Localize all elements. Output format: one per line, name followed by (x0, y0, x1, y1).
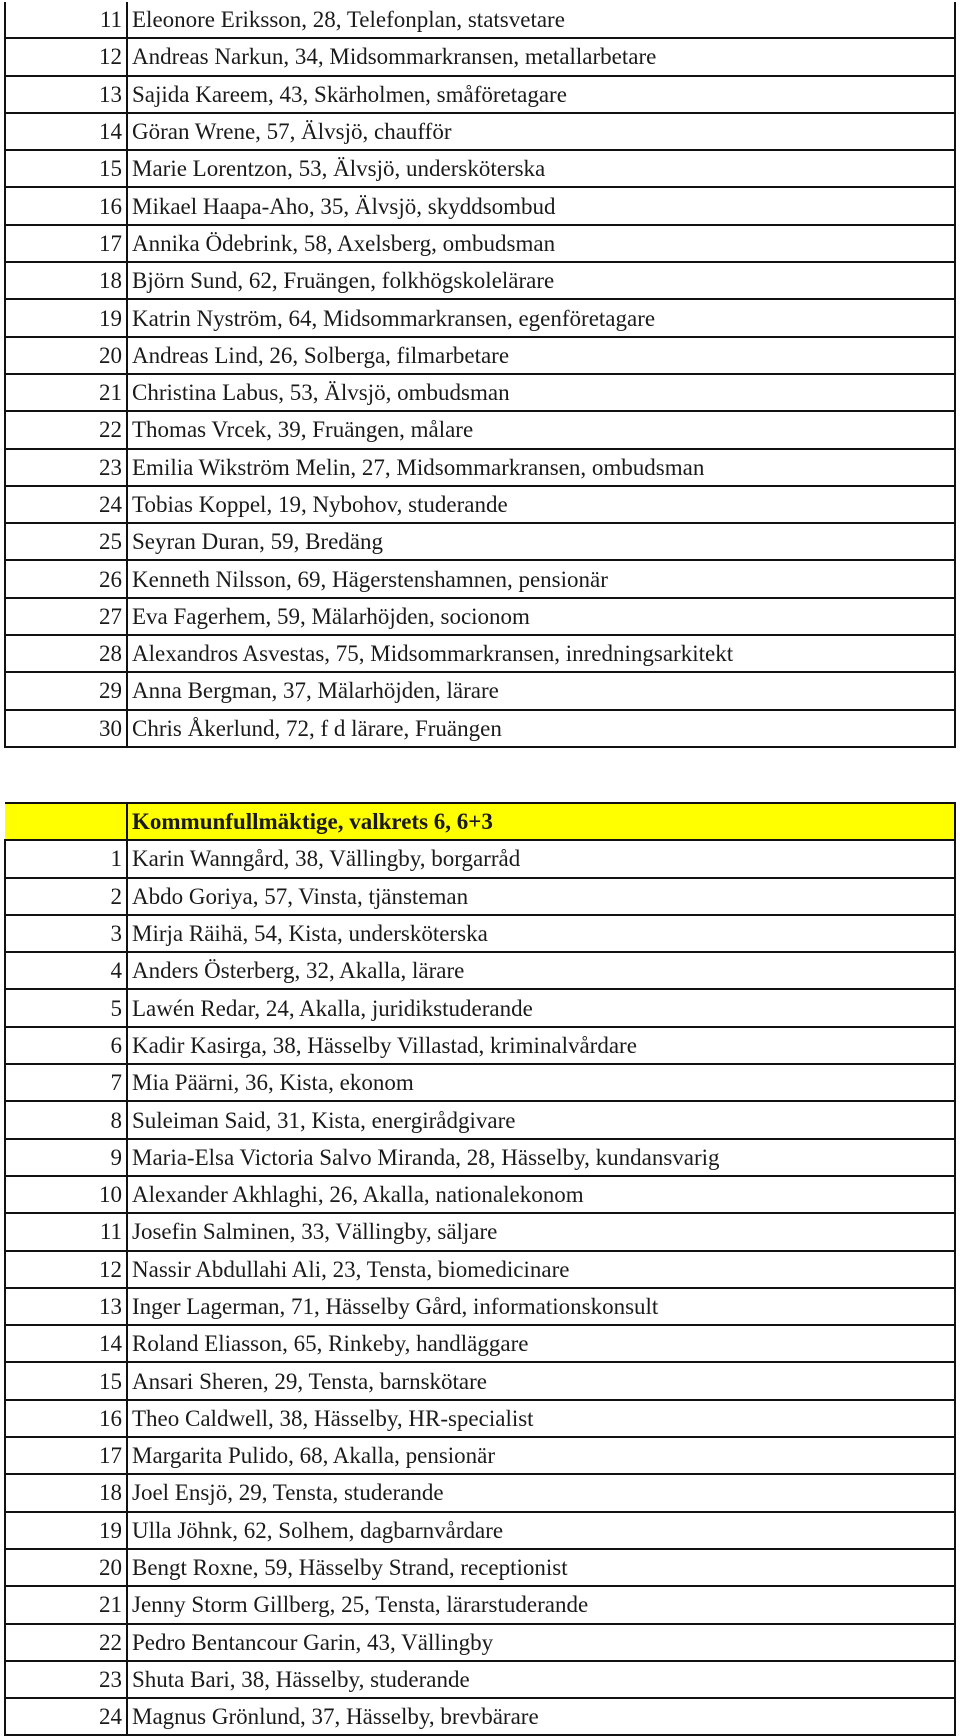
row-number: 6 (5, 1027, 127, 1064)
table-row (5, 76, 955, 113)
table-row (5, 1027, 955, 1064)
candidate-entry: Nassir Abdullahi Ali, 23, Tensta, biomedicinare (127, 1251, 955, 1288)
table-row (5, 672, 955, 709)
table-row (5, 1512, 955, 1549)
row-number: 18 (5, 1474, 127, 1511)
table-row (5, 337, 955, 374)
candidate-entry: Emilia Wikström Melin, 27, Midsommarkransen, ombudsman (127, 449, 955, 486)
row-number: 13 (5, 76, 127, 113)
row-number: 30 (5, 710, 127, 747)
candidate-entry: Andreas Lind, 26, Solberga, filmarbetare (127, 337, 955, 374)
table-row (5, 374, 955, 411)
candidate-entry: Margarita Pulido, 68, Akalla, pensionär (127, 1437, 955, 1474)
row-number: 26 (5, 560, 127, 597)
candidate-entry: Anna Bergman, 37, Mälarhöjden, lärare (127, 672, 955, 709)
row-number: 21 (5, 1586, 127, 1623)
table-row (5, 1624, 955, 1661)
table-row (5, 187, 955, 224)
table-row (5, 1698, 955, 1735)
row-number: 12 (5, 38, 127, 75)
candidate-entry: Abdo Goriya, 57, Vinsta, tjänsteman (127, 878, 955, 915)
candidate-entry: Lawén Redar, 24, Akalla, juridikstuderande (127, 989, 955, 1026)
row-number: 14 (5, 113, 127, 150)
candidate-entry: Inger Lagerman, 71, Hässelby Gård, informationskonsult (127, 1288, 955, 1325)
table-row (5, 1139, 955, 1176)
candidate-entry: Ulla Jöhnk, 62, Solhem, dagbarnvårdare (127, 1512, 955, 1549)
candidate-entry: Seyran Duran, 59, Bredäng (127, 523, 955, 560)
table-row (5, 598, 955, 635)
row-number: 22 (5, 411, 127, 448)
row-number: 23 (5, 1661, 127, 1698)
row-number: 8 (5, 1101, 127, 1138)
table-row (5, 1325, 955, 1362)
table-row (5, 1661, 955, 1698)
candidate-entry: Marie Lorentzon, 53, Älvsjö, undersköterska (127, 150, 955, 187)
candidate-entry: Roland Eliasson, 65, Rinkeby, handläggare (127, 1325, 955, 1362)
candidate-entry: Karin Wanngård, 38, Vällingby, borgarråd (127, 840, 955, 877)
table-row (5, 915, 955, 952)
row-number: 19 (5, 299, 127, 336)
section-gap (0, 732, 960, 802)
row-number: 27 (5, 598, 127, 635)
candidate-entry: Eleonore Eriksson, 28, Telefonplan, statsvetare (127, 2, 955, 38)
table-row (5, 1586, 955, 1623)
table-row (5, 1437, 955, 1474)
row-number: 4 (5, 952, 127, 989)
row-number: 13 (5, 1288, 127, 1325)
row-number: 19 (5, 1512, 127, 1549)
candidate-entry: Josefin Salminen, 33, Vällingby, säljare (127, 1213, 955, 1250)
candidate-entry: Suleiman Said, 31, Kista, energirådgivare (127, 1101, 955, 1138)
table-row (5, 523, 955, 560)
row-number: 1 (5, 840, 127, 877)
row-number: 29 (5, 672, 127, 709)
row-number: 3 (5, 915, 127, 952)
table-row (5, 1549, 955, 1586)
table-row (5, 1400, 955, 1437)
row-number: 17 (5, 225, 127, 262)
table-row (5, 989, 955, 1026)
table-row (5, 560, 955, 597)
candidate-entry: Sajida Kareem, 43, Skärholmen, småföretagare (127, 76, 955, 113)
row-number: 24 (5, 486, 127, 523)
candidate-entry: Katrin Nyström, 64, Midsommarkransen, egenföretagare (127, 299, 955, 336)
candidate-entry: Mia Päärni, 36, Kista, ekonom (127, 1064, 955, 1101)
table-row (5, 2, 955, 38)
row-number: 28 (5, 635, 127, 672)
table-row (5, 449, 955, 486)
candidate-entry: Alexandros Asvestas, 75, Midsommarkransen, inredningsarkitekt (127, 635, 955, 672)
table-row (5, 1064, 955, 1101)
row-number: 5 (5, 989, 127, 1026)
candidate-entry: Theo Caldwell, 38, Hässelby, HR-specialist (127, 1400, 955, 1437)
candidate-entry: Anders Österberg, 32, Akalla, lärare (127, 952, 955, 989)
table-row (5, 878, 955, 915)
row-number: 20 (5, 337, 127, 374)
candidate-entry: Jenny Storm Gillberg, 25, Tensta, lärarstuderande (127, 1586, 955, 1623)
row-number: 14 (5, 1325, 127, 1362)
table-row (5, 1288, 955, 1325)
table-row (5, 1176, 955, 1213)
table-row (5, 1213, 955, 1250)
candidate-table-2-body (5, 803, 955, 1735)
row-number: 24 (5, 1698, 127, 1735)
table-row (5, 262, 955, 299)
row-number: 21 (5, 374, 127, 411)
candidate-entry: Chris Åkerlund, 72, f d lärare, Fruängen (127, 710, 955, 747)
candidate-entry: Thomas Vrcek, 39, Fruängen, målare (127, 411, 955, 448)
table-row (5, 952, 955, 989)
row-number: 25 (5, 523, 127, 560)
table-row (5, 1474, 955, 1511)
table-row (5, 150, 955, 187)
candidate-entry: Annika Ödebrink, 58, Axelsberg, ombudsman (127, 225, 955, 262)
candidate-entry: Pedro Bentancour Garin, 43, Vällingby (127, 1624, 955, 1661)
candidate-table-1 (4, 2, 956, 748)
candidate-entry: Eva Fagerhem, 59, Mälarhöjden, socionom (127, 598, 955, 635)
row-number: 11 (5, 1213, 127, 1250)
candidate-entry: Kadir Kasirga, 38, Hässelby Villastad, kriminalvårdare (127, 1027, 955, 1064)
table-row (5, 486, 955, 523)
row-number: 2 (5, 878, 127, 915)
candidate-table-1-body (5, 2, 955, 747)
candidate-entry: Kenneth Nilsson, 69, Hägerstenshamnen, pensionär (127, 560, 955, 597)
table-row (5, 1251, 955, 1288)
table-row (5, 225, 955, 262)
candidate-entry: Christina Labus, 53, Älvsjö, ombudsman (127, 374, 955, 411)
candidate-entry: Ansari Sheren, 29, Tensta, barnskötare (127, 1362, 955, 1399)
table-row (5, 113, 955, 150)
heading-number-cell (5, 803, 127, 840)
section-heading: Kommunfullmäktige, valkrets 6, 6+3 (127, 803, 955, 840)
candidate-entry: Magnus Grönlund, 37, Hässelby, brevbärare (127, 1698, 955, 1735)
row-number: 20 (5, 1549, 127, 1586)
row-number: 9 (5, 1139, 127, 1176)
row-number: 23 (5, 449, 127, 486)
candidate-entry: Andreas Narkun, 34, Midsommarkransen, metallarbetare (127, 38, 955, 75)
candidate-entry: Maria-Elsa Victoria Salvo Miranda, 28, Hässelby, kundansvarig (127, 1139, 955, 1176)
candidate-entry: Björn Sund, 62, Fruängen, folkhögskolelärare (127, 262, 955, 299)
row-number: 15 (5, 1362, 127, 1399)
candidate-table-2 (4, 802, 956, 1736)
table-row (5, 1362, 955, 1399)
row-number: 16 (5, 187, 127, 224)
row-number: 11 (5, 2, 127, 38)
candidate-entry: Göran Wrene, 57, Älvsjö, chaufför (127, 113, 955, 150)
candidate-entry: Joel Ensjö, 29, Tensta, studerande (127, 1474, 955, 1511)
row-number: 15 (5, 150, 127, 187)
row-number: 7 (5, 1064, 127, 1101)
candidate-entry: Mirja Räihä, 54, Kista, undersköterska (127, 915, 955, 952)
table-row (5, 1101, 955, 1138)
row-number: 22 (5, 1624, 127, 1661)
candidate-entry: Shuta Bari, 38, Hässelby, studerande (127, 1661, 955, 1698)
row-number: 12 (5, 1251, 127, 1288)
candidate-entry: Bengt Roxne, 59, Hässelby Strand, receptionist (127, 1549, 955, 1586)
candidate-entry: Alexander Akhlaghi, 26, Akalla, nationalekonom (127, 1176, 955, 1213)
row-number: 18 (5, 262, 127, 299)
candidate-entry: Tobias Koppel, 19, Nybohov, studerande (127, 486, 955, 523)
table-row (5, 635, 955, 672)
table-row (5, 411, 955, 448)
row-number: 10 (5, 1176, 127, 1213)
table-row (5, 840, 955, 877)
table-row (5, 38, 955, 75)
table-row (5, 299, 955, 336)
row-number: 17 (5, 1437, 127, 1474)
candidate-entry: Mikael Haapa-Aho, 35, Älvsjö, skyddsombud (127, 187, 955, 224)
row-number: 16 (5, 1400, 127, 1437)
section-heading-row (5, 803, 955, 840)
